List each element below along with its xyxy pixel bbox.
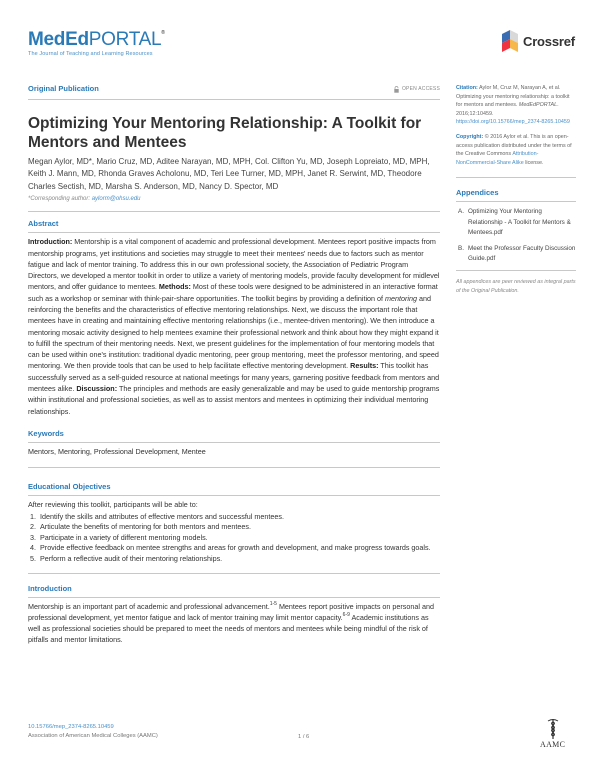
introduction-heading: Introduction — [28, 584, 440, 598]
list-item-text: Perform a reflective audit of their mentoring relationships. — [40, 553, 223, 563]
aamc-logo — [540, 718, 565, 749]
list-item-number: 2. — [30, 522, 36, 532]
abstract-results-text: This toolkit has successfully served as a self-guided resource at national meetings for many years, garnering positive feedback from mentors and mentees alike. — [28, 361, 440, 394]
keywords-heading: Keywords — [28, 429, 440, 443]
list-item-text: Identify the skills and attributes of effective mentors and successful mentees. — [40, 511, 284, 521]
footer-org: Association of American Medical Colleges (AAMC) — [28, 733, 158, 739]
citation-text: Aylor M, Cruz M, Narayan A, et al. Optimizing your mentoring relationship: a toolkit for mentors and mentees. — [456, 85, 570, 109]
appendices-note: All appendices are peer reviewed as integral parts of the Original Publication. — [456, 270, 576, 294]
license-link[interactable]: Attribution-NonCommercial-Share Alike — [456, 151, 539, 166]
abstract-intro-label: Introduction: — [28, 237, 73, 247]
citation-label: Citation: — [456, 85, 478, 91]
introduction-section — [28, 584, 440, 646]
list-item-text: Provide effective feedback on mentee strengths and areas for growth and development, and make progress towards goals. — [40, 543, 431, 553]
list-item-text: Participate in a variety of different mentoring models. — [40, 532, 208, 542]
sidebar — [456, 84, 576, 295]
corresponding-prefix: *Corresponding author: — [28, 196, 92, 203]
article-title: Optimizing Your Mentoring Relationship: A Toolkit for Mentors and Mentees — [28, 115, 422, 151]
logo-portal: PORTAL — [88, 29, 162, 50]
crossref-icon — [500, 30, 520, 52]
mededportal-logo — [28, 30, 165, 57]
footer-doi-link[interactable]: 10.15766/mep_2374-8265.10459 — [28, 724, 114, 730]
citation-superscript[interactable]: 1-5 — [269, 600, 277, 607]
page-footer — [28, 724, 576, 749]
caduceus-icon — [546, 718, 560, 740]
introduction-text-c: Academic institutions as well as professional societies should be prepared to meet the needs of mentors and mentees while being mindful of the risk of pitfalls and mentor limitations. — [28, 612, 429, 645]
abstract-text — [28, 236, 440, 417]
abstract-methods-text-cont: and reinforcing the benefits and the characteristics of effective mentoring relationships. Next, we discuss the important role that mentees have in creating and maintaining effective mentoring relationships (i.e., mentee-driven mentoring). We then introduce a mentoring mosaic activity designed to help mentees examine their professional network and think about how they might expand it to fulfill the spectrum of their mentoring needs. Next, we present guidelines for the implementation of four mentoring models that can be used within one's institution: traditional dyadic mentoring, peer group mentoring, meet the professor mentoring, and speed mentoring. We then provide tools that can be used to help facilitate effective mentoring development. — [28, 293, 439, 371]
abstract-discussion-text: The principles and methods are easily generalizable and may be used to guide mentorship programs within institutional and professional societies, as well as to assist mentors and mentees in optimizing their individual mentoring relationships. — [28, 384, 440, 416]
list-item-number: 3. — [30, 532, 36, 542]
appendix-title[interactable]: Meet the Professor Faculty Discussion Guide.pdf — [468, 244, 576, 263]
abstract-methods-italic: mentoring — [385, 293, 418, 303]
appendices-heading: Appendices — [456, 188, 576, 202]
list-item-text: Articulate the benefits of mentoring for both mentors and mentees. — [40, 522, 251, 532]
keywords-text: Mentors, Mentoring, Professional Development, Mentee — [28, 446, 440, 468]
logo-ed: Ed — [65, 29, 89, 50]
corresponding-email-link[interactable]: aylorm@ohsu.edu — [91, 196, 141, 203]
citation-superscript[interactable]: 6-9 — [342, 611, 350, 618]
introduction-text — [28, 601, 440, 646]
abstract-results-label: Results: — [350, 361, 379, 371]
abstract-discussion-label: Discussion: — [76, 384, 118, 394]
crossref-badge[interactable] — [500, 30, 575, 52]
objectives-heading: Educational Objectives — [28, 482, 440, 496]
logo-registered: ® — [161, 30, 165, 36]
appendix-item[interactable] — [456, 244, 576, 264]
appendix-title[interactable]: Optimizing Your Mentoring Relationship - A Toolkit for Mentors & Mentees.pdf — [468, 208, 571, 236]
objectives-lead: After reviewing this toolkit, participants will be able to: — [28, 500, 198, 510]
citation-doi-link[interactable]: https://doi.org/10.15766/mep_2374-8265.10459 — [456, 119, 570, 126]
citation-year: . 2016;12:10459. — [456, 102, 559, 117]
list-item — [28, 543, 440, 554]
abstract-section — [28, 219, 440, 417]
list-item — [28, 512, 440, 523]
list-item — [28, 554, 440, 565]
introduction-text-a: Mentorship is an important part of academic and professional advancement. — [28, 601, 270, 611]
appendix-item[interactable] — [456, 207, 576, 238]
appendix-letter: B. — [458, 244, 464, 252]
corresponding-author — [28, 196, 440, 212]
lock-icon — [394, 86, 399, 92]
citation-block — [456, 84, 576, 127]
abstract-intro-text: Mentorship is a vital component of academic and professional development. Mentees report positive impacts from mentorship programs, yet institutions and societies may struggle to meet their mentees' needs due to factors such as mentor fatigue and lack of mentor training. To address this in our own professional society, the Association of Pediatric Program Directors, we developed a mentor toolkit in order to utilize a variety of mentoring models, provide faculty development for midlevel mentors, and offer guidance to mentees. — [28, 237, 440, 292]
logo-med: Med — [28, 29, 66, 50]
copyright-end: license. — [523, 159, 544, 166]
abstract-methods-text: Most of these tools were designed to be administered in an interactive format such as a workshop or seminar with think-pair-share opportunities. The toolkit begins by providing a definition of — [28, 282, 438, 303]
copyright-block — [456, 133, 576, 178]
list-item-number: 5. — [30, 553, 36, 563]
publication-type: Original Publication — [28, 84, 99, 93]
logo-wordmark — [28, 30, 165, 50]
keywords-section — [28, 429, 440, 468]
citation-journal: MedEdPORTAL — [518, 102, 558, 109]
list-item-number: 4. — [30, 543, 36, 553]
open-access-label: OPEN ACCESS — [401, 85, 440, 92]
author-list: Megan Aylor, MD*, Mario Cruz, MD, Aditee Narayan, MD, MPH, Col. Clifton Yu, MD, Joseph Lopreiato, MD, MPH, Keith J. Mann, MD, Rhonda Graves Acholonu, MD, Teri Lee Turner, MD, MPH, Janet R. Serwint, MD, Theodore Charles Sectish, MD, Marsha S. Anderson, MD, Nancy D. Spector, MD — [28, 157, 430, 191]
page-number: 1 / 6 — [298, 734, 310, 740]
abstract-heading: Abstract — [28, 219, 440, 233]
list-item-number: 1. — [30, 511, 36, 521]
introduction-text-b: Mentees report positive impacts on personal and professional development, yet mentor fatigue and lack of mentor training may limit mentor capacity. — [28, 601, 434, 622]
objectives-list — [28, 512, 440, 574]
open-access-badge — [394, 86, 440, 92]
objectives-section — [28, 482, 440, 573]
publication-topline — [28, 84, 440, 100]
copyright-label: Copyright: — [456, 133, 484, 140]
aamc-label: AAMC — [540, 740, 566, 749]
appendix-letter: A. — [458, 208, 464, 216]
main-column — [28, 84, 440, 646]
logo-tagline: The Journal of Teaching and Learning Resources — [28, 51, 153, 57]
list-item — [28, 533, 440, 544]
crossref-label: Crossref — [523, 33, 575, 49]
copyright-text: © 2016 Aylor et al. This is an open-access publication distributed under the terms of the Creative Commons — [456, 133, 572, 158]
appendices-list — [456, 207, 576, 264]
list-item — [28, 522, 440, 533]
abstract-methods-label: Methods: — [158, 282, 191, 292]
